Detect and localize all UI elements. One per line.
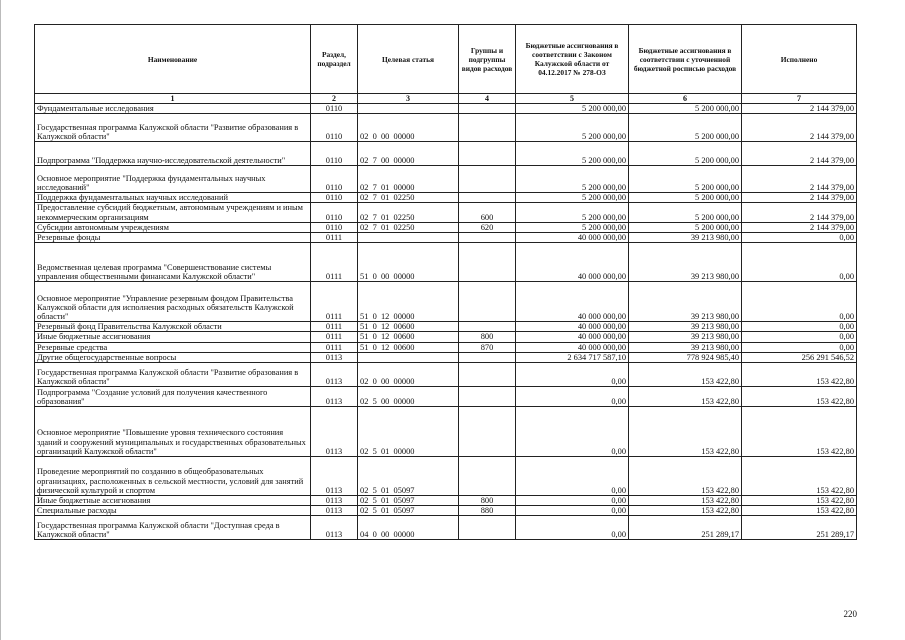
row-expense-group	[459, 282, 516, 322]
row-section: 0110	[311, 114, 358, 142]
row-section: 0111	[311, 322, 358, 332]
row-expense-group	[459, 457, 516, 496]
header-name: Наименование	[35, 25, 311, 94]
row-expense-group: 620	[459, 222, 516, 232]
row-refined-amount: 5 200 000,00	[629, 193, 742, 203]
row-expense-group	[459, 114, 516, 142]
row-expense-group	[459, 322, 516, 332]
row-target-article: 51 0 12 00600	[358, 322, 459, 332]
row-law-amount: 0,00	[516, 387, 629, 407]
row-name: Государственная программа Калужской области "Доступная среда в Калужской области"	[35, 516, 311, 540]
row-expense-group: 800	[459, 332, 516, 342]
row-refined-amount: 5 200 000,00	[629, 222, 742, 232]
row-section: 0110	[311, 222, 358, 232]
row-section: 0113	[311, 457, 358, 496]
row-law-amount: 0,00	[516, 363, 629, 387]
page-number: 220	[843, 609, 857, 619]
row-refined-amount: 153 422,80	[629, 387, 742, 407]
table-row	[35, 387, 857, 407]
row-expense-group: 880	[459, 506, 516, 516]
row-law-amount: 40 000 000,00	[516, 342, 629, 352]
column-number: 3	[358, 94, 459, 104]
row-executed-amount: 153 422,80	[742, 387, 857, 407]
row-refined-amount: 5 200 000,00	[629, 104, 742, 114]
row-target-article: 51 0 00 00000	[358, 243, 459, 282]
row-target-article	[358, 352, 459, 362]
row-section: 0111	[311, 342, 358, 352]
row-law-amount: 0,00	[516, 516, 629, 540]
header-section: Раздел, подраздел	[311, 25, 358, 94]
row-refined-amount: 5 200 000,00	[629, 203, 742, 222]
row-section: 0110	[311, 203, 358, 222]
row-law-amount: 2 634 717 587,10	[516, 352, 629, 362]
row-name: Государственная программа Калужской области "Развитие образования в Калужской области"	[35, 114, 311, 142]
row-expense-group	[459, 516, 516, 540]
budget-table	[34, 24, 857, 540]
row-name: Ведомственная целевая программа "Совершенствование системы управления общественными финансами Калужской области"	[35, 243, 311, 282]
row-executed-amount: 0,00	[742, 243, 857, 282]
table-row	[35, 282, 857, 322]
row-name: Основное мероприятие "Поддержка фундаментальных научных исследований"	[35, 166, 311, 193]
row-target-article: 02 7 01 02250	[358, 193, 459, 203]
table-row	[35, 496, 857, 506]
row-refined-amount: 153 422,80	[629, 363, 742, 387]
table-row	[35, 104, 857, 114]
row-executed-amount: 2 144 379,00	[742, 166, 857, 193]
row-section: 0113	[311, 506, 358, 516]
row-law-amount: 0,00	[516, 496, 629, 506]
row-law-amount: 40 000 000,00	[516, 233, 629, 243]
row-name: Основное мероприятие "Повышение уровня технического состояния зданий и сооружений муниципальных и государственных образовательных организаций Калужской области"	[35, 407, 311, 457]
row-executed-amount: 2 144 379,00	[742, 193, 857, 203]
row-expense-group	[459, 387, 516, 407]
table-row	[35, 166, 857, 193]
row-executed-amount: 153 422,80	[742, 363, 857, 387]
table-row	[35, 114, 857, 142]
row-name: Резервный фонд Правительства Калужской области	[35, 322, 311, 332]
column-number: 5	[516, 94, 629, 104]
row-refined-amount: 39 213 980,00	[629, 322, 742, 332]
row-law-amount: 5 200 000,00	[516, 142, 629, 166]
row-executed-amount: 2 144 379,00	[742, 222, 857, 232]
row-target-article: 02 5 01 05097	[358, 506, 459, 516]
row-name: Иные бюджетные ассигнования	[35, 332, 311, 342]
table-row	[35, 233, 857, 243]
header-executed: Исполнено	[742, 25, 857, 94]
row-law-amount: 0,00	[516, 407, 629, 457]
row-target-article: 02 7 01 02250	[358, 222, 459, 232]
row-executed-amount: 153 422,80	[742, 506, 857, 516]
row-executed-amount: 0,00	[742, 233, 857, 243]
row-expense-group	[459, 193, 516, 203]
row-refined-amount: 153 422,80	[629, 496, 742, 506]
table-row	[35, 506, 857, 516]
table-row	[35, 332, 857, 342]
row-name: Иные бюджетные ассигнования	[35, 496, 311, 506]
row-executed-amount: 0,00	[742, 322, 857, 332]
row-expense-group: 870	[459, 342, 516, 352]
row-name: Государственная программа Калужской области "Развитие образования в Калужской области"	[35, 363, 311, 387]
row-name: Субсидии автономным учреждениям	[35, 222, 311, 232]
row-section: 0111	[311, 243, 358, 282]
row-expense-group	[459, 166, 516, 193]
column-number: 7	[742, 94, 857, 104]
row-refined-amount: 5 200 000,00	[629, 142, 742, 166]
row-section: 0110	[311, 142, 358, 166]
row-law-amount: 5 200 000,00	[516, 166, 629, 193]
row-expense-group: 800	[459, 496, 516, 506]
row-target-article: 02 7 01 00000	[358, 166, 459, 193]
table-row	[35, 516, 857, 540]
row-executed-amount: 0,00	[742, 332, 857, 342]
header-target-article: Целевая статья	[358, 25, 459, 94]
row-law-amount: 5 200 000,00	[516, 203, 629, 222]
row-expense-group	[459, 243, 516, 282]
row-refined-amount: 39 213 980,00	[629, 342, 742, 352]
column-number: 4	[459, 94, 516, 104]
table-row	[35, 407, 857, 457]
row-expense-group	[459, 352, 516, 362]
row-target-article: 02 5 01 05097	[358, 457, 459, 496]
row-section: 0113	[311, 352, 358, 362]
row-name: Резервные средства	[35, 342, 311, 352]
row-expense-group	[459, 104, 516, 114]
row-executed-amount: 2 144 379,00	[742, 203, 857, 222]
row-target-article: 51 0 12 00000	[358, 282, 459, 322]
table-row	[35, 342, 857, 352]
header-expense-groups: Группы и подгруппы видов расходов	[459, 25, 516, 94]
row-section: 0113	[311, 516, 358, 540]
row-law-amount: 40 000 000,00	[516, 243, 629, 282]
row-executed-amount: 153 422,80	[742, 496, 857, 506]
row-name: Подпрограмма "Поддержка научно-исследовательской деятельности"	[35, 142, 311, 166]
row-name: Резервные фонды	[35, 233, 311, 243]
row-name: Фундаментальные исследования	[35, 104, 311, 114]
table-row	[35, 322, 857, 332]
row-name: Основное мероприятие "Управление резервным фондом Правительства Калужской области для исполнения расходных обязательств Калужской области"	[35, 282, 311, 322]
row-law-amount: 5 200 000,00	[516, 193, 629, 203]
row-target-article: 02 5 01 00000	[358, 407, 459, 457]
row-refined-amount: 153 422,80	[629, 506, 742, 516]
table-row	[35, 457, 857, 496]
row-law-amount: 0,00	[516, 506, 629, 516]
table-row	[35, 193, 857, 203]
row-expense-group	[459, 142, 516, 166]
row-refined-amount: 153 422,80	[629, 407, 742, 457]
table-row	[35, 222, 857, 232]
row-section: 0111	[311, 233, 358, 243]
row-refined-amount: 39 213 980,00	[629, 282, 742, 322]
row-section: 0113	[311, 496, 358, 506]
row-law-amount: 40 000 000,00	[516, 322, 629, 332]
row-executed-amount: 2 144 379,00	[742, 142, 857, 166]
row-section: 0110	[311, 193, 358, 203]
row-name: Подпрограмма "Создание условий для получения качественного образования"	[35, 387, 311, 407]
row-target-article: 02 5 00 00000	[358, 387, 459, 407]
row-executed-amount: 256 291 546,52	[742, 352, 857, 362]
row-executed-amount: 153 422,80	[742, 407, 857, 457]
row-expense-group: 600	[459, 203, 516, 222]
row-section: 0111	[311, 332, 358, 342]
row-refined-amount: 778 924 985,40	[629, 352, 742, 362]
row-target-article: 02 7 01 02250	[358, 203, 459, 222]
row-refined-amount: 153 422,80	[629, 457, 742, 496]
row-executed-amount: 2 144 379,00	[742, 114, 857, 142]
row-target-article: 02 7 00 00000	[358, 142, 459, 166]
row-expense-group	[459, 233, 516, 243]
row-name: Поддержка фундаментальных научных исследований	[35, 193, 311, 203]
header-refined-allocations: Бюджетные ассигнования в соответствии с уточненной бюджетной росписью расходов	[629, 25, 742, 94]
row-section: 0110	[311, 104, 358, 114]
row-executed-amount: 153 422,80	[742, 457, 857, 496]
row-name: Специальные расходы	[35, 506, 311, 516]
row-law-amount: 5 200 000,00	[516, 222, 629, 232]
column-number: 2	[311, 94, 358, 104]
page-edge	[0, 0, 1, 640]
row-name: Другие общегосударственные вопросы	[35, 352, 311, 362]
row-section: 0113	[311, 407, 358, 457]
row-target-article: 02 0 00 00000	[358, 114, 459, 142]
row-refined-amount: 251 289,17	[629, 516, 742, 540]
row-law-amount: 5 200 000,00	[516, 104, 629, 114]
row-expense-group	[459, 407, 516, 457]
row-target-article: 51 0 12 00600	[358, 342, 459, 352]
table-row	[35, 243, 857, 282]
row-refined-amount: 39 213 980,00	[629, 243, 742, 282]
row-expense-group	[459, 363, 516, 387]
row-refined-amount: 39 213 980,00	[629, 233, 742, 243]
table-row	[35, 203, 857, 222]
row-executed-amount: 0,00	[742, 342, 857, 352]
row-refined-amount: 39 213 980,00	[629, 332, 742, 342]
row-executed-amount: 0,00	[742, 282, 857, 322]
row-target-article: 51 0 12 00600	[358, 332, 459, 342]
row-law-amount: 40 000 000,00	[516, 332, 629, 342]
row-law-amount: 5 200 000,00	[516, 114, 629, 142]
column-number: 1	[35, 94, 311, 104]
row-law-amount: 0,00	[516, 457, 629, 496]
row-executed-amount: 2 144 379,00	[742, 104, 857, 114]
row-refined-amount: 5 200 000,00	[629, 114, 742, 142]
row-name: Проведение мероприятий по созданию в общеобразовательных организациях, расположенных в сельской местности, условий для занятий физической культурой и спортом	[35, 457, 311, 496]
row-target-article: 04 0 00 00000	[358, 516, 459, 540]
row-executed-amount: 251 289,17	[742, 516, 857, 540]
row-section: 0110	[311, 166, 358, 193]
column-number: 6	[629, 94, 742, 104]
row-name: Предоставление субсидий бюджетным, автономным учреждениям и иным некоммерческим организациям	[35, 203, 311, 222]
row-law-amount: 40 000 000,00	[516, 282, 629, 322]
row-section: 0113	[311, 387, 358, 407]
header-law-allocations: Бюджетные ассигнования в соответствии с Законом Калужской области от 04.12.2017 № 278-ОЗ	[516, 25, 629, 94]
row-target-article	[358, 233, 459, 243]
row-target-article	[358, 104, 459, 114]
row-target-article: 02 0 00 00000	[358, 363, 459, 387]
row-section: 0111	[311, 282, 358, 322]
row-section: 0113	[311, 363, 358, 387]
row-refined-amount: 5 200 000,00	[629, 166, 742, 193]
table-row	[35, 352, 857, 362]
table-row	[35, 142, 857, 166]
table-row	[35, 363, 857, 387]
row-target-article: 02 5 01 05097	[358, 496, 459, 506]
